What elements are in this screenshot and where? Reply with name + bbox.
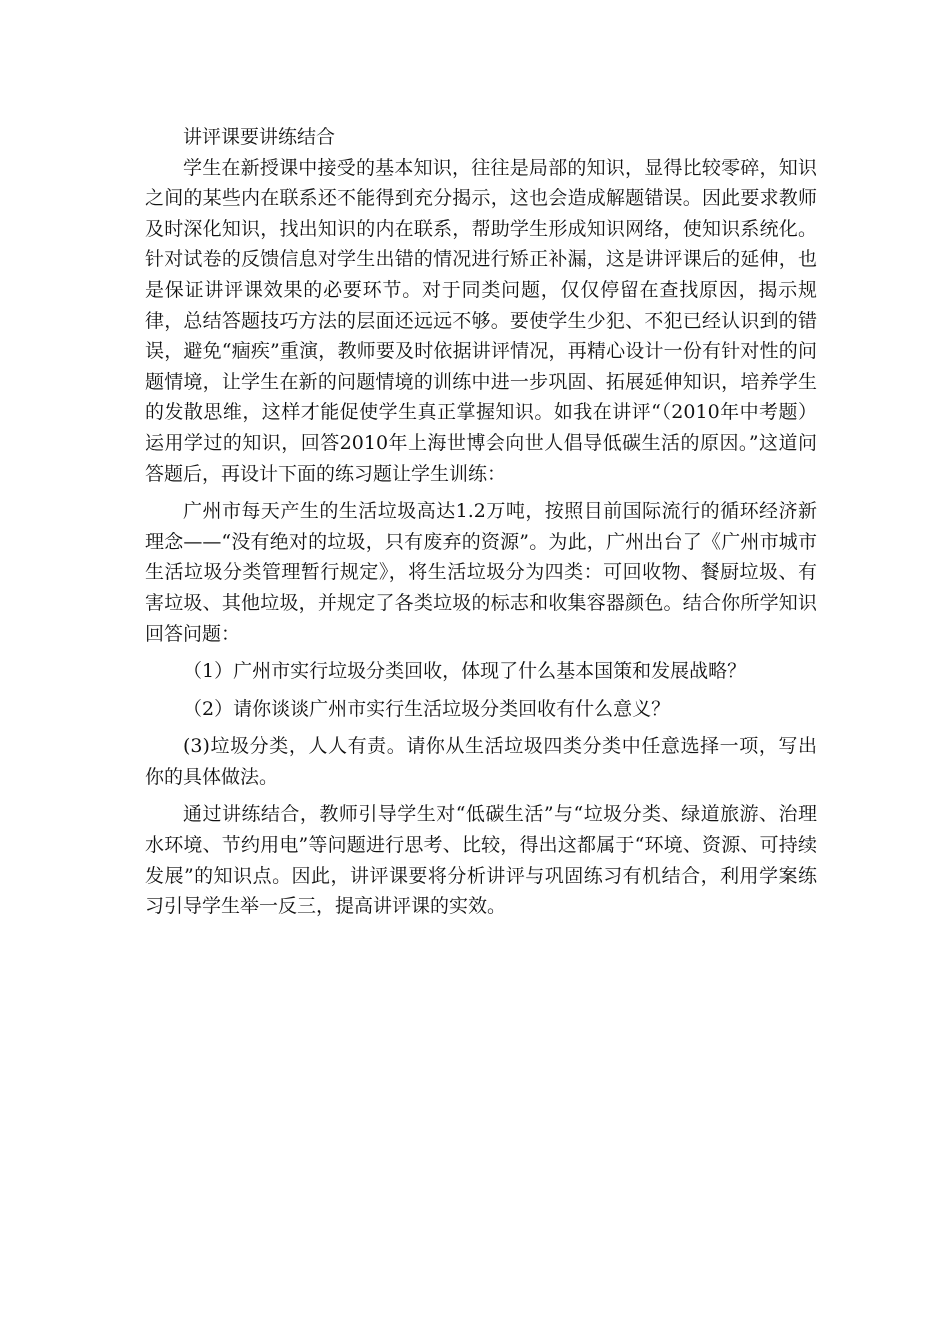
paragraph-knowledge: 学生在新授课中接受的基本知识，往往是局部的知识，显得比较零碎，知识之间的某些内在联系还不能得到充分揭示，这也会造成解题错误。因此要求教师及时深化知识，找出知识的内在联系，帮助学生形成知识网络，使知识系统化。针对试卷的反馈信息对学生出错的情况进行矫正补漏，这是讲评课后的延伸，也是保证讲评课效果的必要环节。对于同类问题，仅仅停留在查找原因，揭示规律，总结答题技巧方法的层面还远远不够。要使学生少犯、不犯已经认识到的错误，避免“痼疾”重演，教师要及时依据讲评情况，再精心设计一份有针对性的问题情境，让学生在新的问题情境的训练中进一步巩固、拓展延伸知识，培养学生的发散思维，这样才能促使学生真正掌握知识。如我在讲评“（2010年中考题）运用学过的知识，回答2010年上海世博会向世人倡导低碳生活的原因。”这道问答题后，再设计下面的练习题让学生训练： [145,156,817,485]
paragraph-conclusion: 通过讲练结合，教师引导学生对“低碳生活”与“垃圾分类、绿道旅游、治理水环境、节约用电”等问题进行思考、比较，得出这都属于“环境、资源、可持续发展”的知识点。因此，讲评课要将分析讲评与巩固练习有机结合，利用学案练习引导学生举一反三，提高讲评课的实效。 [145,803,817,918]
question-3: (3)垃圾分类，人人有责。请你从生活垃圾四类分类中任意选择一项，写出你的具体做法。 [145,735,817,788]
section-heading: 讲评课要讲练结合 [183,126,336,148]
question-1: （1）广州市实行垃圾分类回收，体现了什么基本国策和发展战略？ [183,660,747,683]
document-page [145,122,817,922]
paragraph-exercise-context: 广州市每天产生的生活垃圾高达1.2万吨，按照目前国际流行的循环经济新理念——“没有绝对的垃圾，只有废弃的资源”。为此，广州出台了《广州市城市生活垃圾分类管理暂行规定》，将生活垃圾分为四类：可回收物、餐厨垃圾、有害垃圾、其他垃圾，并规定了各类垃圾的标志和收集容器颜色。结合你所学知识回答问题： [145,500,817,645]
question-2: （2）请你谈谈广州市实行生活垃圾分类回收有什么意义？ [183,697,671,720]
